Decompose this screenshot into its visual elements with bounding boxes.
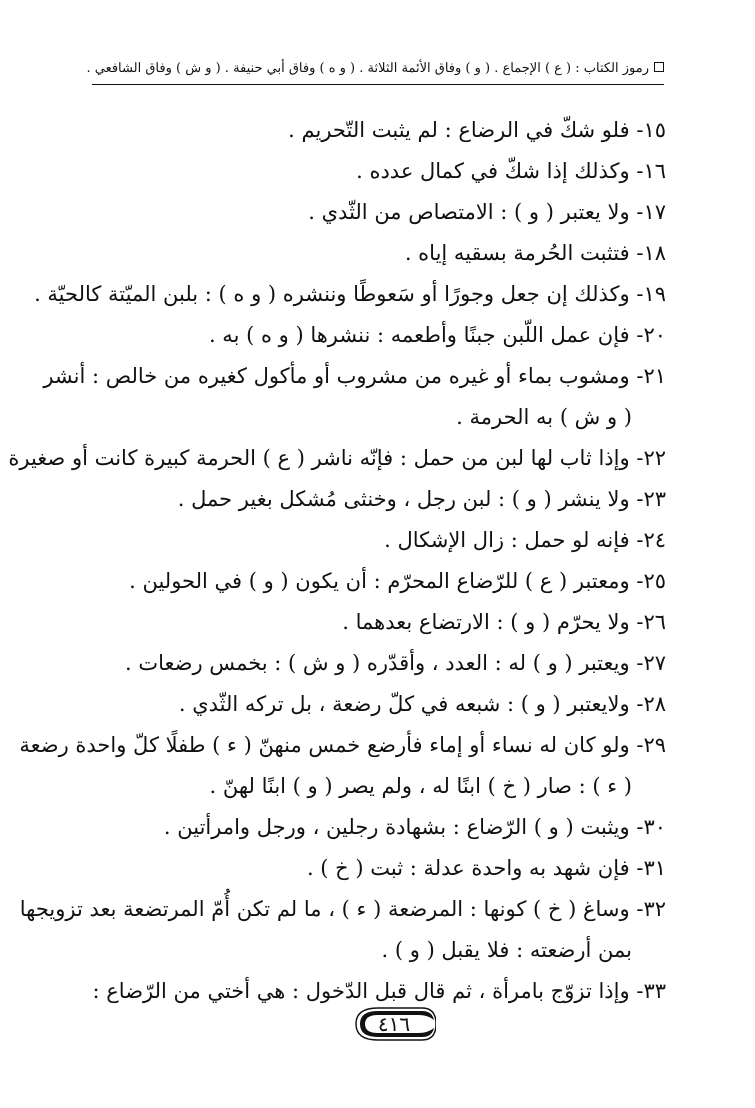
square-bullet-icon: [654, 62, 664, 72]
entry-line: [96, 520, 666, 561]
entry-line: [19, 889, 666, 930]
entry-text: فإنه لو حمل : زال الإشكال .: [384, 528, 630, 552]
entry-number: ١٩-: [636, 282, 666, 306]
entry-number: ٢٩-: [636, 733, 666, 757]
entry-number: ٢٢-: [636, 446, 666, 470]
entry-line: [96, 684, 666, 725]
entry-text: ولايعتبر ( و ) : شبعه في كلّ رضعة ، بل تركه الثّدي .: [178, 692, 630, 716]
entry-line: [96, 561, 666, 602]
entry-line: [19, 725, 666, 766]
entry-text: ولا يعتبر ( و ) : الامتصاص من الثّدي .: [308, 200, 630, 224]
header-text: رموز الكتاب : ( ع ) الإجماع . ( و ) وفاق الأئمة الثلاثة . ( و ه ) وفاق أبي حنيفة . ( و ش ) وفاق الشافعي .: [86, 61, 649, 76]
entry-number: ١٨-: [636, 241, 666, 265]
entry-line: [96, 315, 666, 356]
entry-text: وكذلك إذا شكّ في كمال عدده .: [356, 159, 630, 183]
entry-number: ٢٤-: [636, 528, 666, 552]
entry-number: ٢٦-: [636, 610, 666, 634]
entry-text: فلو شكّ في الرضاع : لم يثبت التّحريم .: [288, 118, 630, 142]
page-number: ٤١٦: [377, 1012, 411, 1036]
entry-number: ١٥-: [636, 118, 666, 142]
header-divider: [92, 84, 664, 85]
entry-text: ومشوب بماء أو غيره من مشروب أو مأكول كغيره من خالص : أنشر: [43, 364, 630, 388]
entry-continuation: بمن أرضعته : فلا يقبل ( و ) .: [381, 938, 632, 962]
entry-text: ولا يحرّم ( و ) : الارتضاع بعدهما .: [342, 610, 630, 634]
entry-text: وكذلك إن جعل وجورًا أو سَعوطًا وننشره ( و ه ) : بلبن الميّتة كالحيّة .: [34, 282, 630, 306]
entry-line: [96, 602, 666, 643]
entry-text: ويعتبر ( و ) له : العدد ، وأقدّره ( و ش ) : بخمس رضعات .: [125, 651, 630, 675]
entry-number: ٣١-: [636, 856, 666, 880]
entry-line: [96, 233, 666, 274]
entry-number: ٣٢-: [636, 897, 666, 921]
page-number-badge: [352, 1006, 436, 1042]
entry-line: [96, 643, 666, 684]
entry-line: [96, 192, 666, 233]
entry-line: [43, 356, 666, 397]
entry-text: ومعتبر ( ع ) للرّضاع المحرّم : أن يكون ( و ) في الحولين .: [129, 569, 630, 593]
entry-text: ولا ينشر ( و ) : لبن رجل ، وخنثى مُشكل بغير حمل .: [177, 487, 630, 511]
entry-text: وساغ ( خ ) كونها : المرضعة ( ء ) ، ما لم تكن أُمّ المرتضعة بعد تزويجها: [19, 897, 630, 921]
entry-line: [96, 151, 666, 192]
entry-line: [34, 274, 666, 315]
entry-text: فإن شهد به واحدة عدلة : ثبت ( خ ) .: [306, 856, 630, 880]
entry-number: ٢٠-: [636, 323, 666, 347]
entry-number: ٣٠-: [636, 815, 666, 839]
entry-number: ٢٨-: [636, 692, 666, 716]
entry-text: وإذا تزوّج بامرأة ، ثم قال قبل الدّخول : هي أختي من الرّضاع :: [92, 979, 630, 1003]
entry-continuation: ( و ش ) به الحرمة .: [456, 405, 632, 429]
entry-text: ويثبت ( و ) الرّضاع : بشهادة رجلين ، ورجل وامرأتين .: [163, 815, 630, 839]
entry-line: [96, 807, 666, 848]
entry-number: ٣٣-: [636, 979, 666, 1003]
entry-text: فتثبت الحُرمة بسقيه إياه .: [404, 241, 630, 265]
entry-number: ٢٣-: [636, 487, 666, 511]
entry-number: ٢٧-: [636, 651, 666, 675]
entry-continuation: ( ء ) : صار ( خ ) ابنًا له ، ولم يصر ( و ) ابنًا لهنّ .: [209, 774, 632, 798]
entry-text: ولو كان له نساء أو إماء فأرضع خمس منهنّ ( ء ) طفلًا كلّ واحدة رضعة: [19, 733, 630, 757]
page-header: [86, 60, 664, 78]
entry-number: ١٧-: [636, 200, 666, 224]
entry-number: ٢١-: [636, 364, 666, 388]
entry-line: [8, 438, 666, 479]
entry-number: ٢٥-: [636, 569, 666, 593]
entry-number: ١٦-: [636, 159, 666, 183]
entry-text: فإن عمل اللّبن جبنًا وأطعمه : ننشرها ( و ه ) به .: [208, 323, 630, 347]
entry-text: وإذا ثاب لها لبن من حمل : فإنّه ناشر ( ع ) الحرمة كبيرة كانت أو صغيرة: [8, 446, 630, 470]
entry-line: [96, 848, 666, 889]
entry-line: [96, 110, 666, 151]
entries-list: [8, 110, 666, 1012]
entry-line: [96, 479, 666, 520]
